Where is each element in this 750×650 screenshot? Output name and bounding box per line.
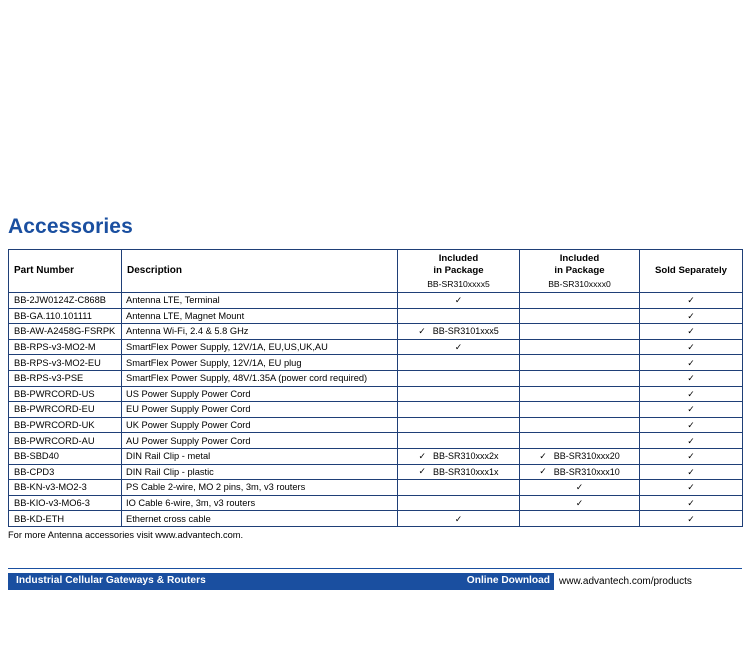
cell-included-package-0 xyxy=(520,464,640,480)
table-row xyxy=(9,355,743,371)
cell-included-package-0 xyxy=(520,308,640,324)
table-row xyxy=(9,495,743,511)
cell-included-package-5 xyxy=(398,448,520,464)
cell-description: SmartFlex Power Supply, 12V/1A, EU,US,UK,AU xyxy=(122,339,398,355)
cell-part-number: BB-KN-v3-MO2-3 xyxy=(9,480,122,496)
cell-part-number: BB-PWRCORD-EU xyxy=(9,402,122,418)
table-footnote: For more Antenna accessories visit www.advantech.com. xyxy=(8,529,244,540)
cell-part-number: BB-PWRCORD-UK xyxy=(9,417,122,433)
cell-included-package-5 xyxy=(398,339,520,355)
cell-part-number: BB-AW-A2458G-FSRPK xyxy=(9,324,122,340)
check-icon: ✓ xyxy=(687,451,695,462)
check-icon: ✓ xyxy=(454,342,463,353)
accessories-table xyxy=(8,249,743,527)
table-body xyxy=(9,293,743,527)
column-header-included-package-5 xyxy=(398,250,520,293)
table-row xyxy=(9,448,743,464)
table-row xyxy=(9,433,743,449)
check-icon: ✓ xyxy=(687,357,695,368)
cell-sold-separately xyxy=(640,402,743,418)
cell-included-package-0 xyxy=(520,355,640,371)
column-header-included-sku-5: BB-SR310xxxx5 xyxy=(427,278,490,289)
cell-part-number: BB-KIO-v3-MO6-3 xyxy=(9,495,122,511)
table-row xyxy=(9,370,743,386)
cell-part-number: BB-PWRCORD-AU xyxy=(9,433,122,449)
cell-part-number: BB-2JW0124Z-C868B xyxy=(9,293,122,309)
table-row xyxy=(9,464,743,480)
cell-description: Antenna Wi-Fi, 2.4 & 5.8 GHz xyxy=(122,324,398,340)
cell-included-package-5 xyxy=(398,417,520,433)
column-header-included-line2: in Package xyxy=(433,264,484,276)
cell-included-package-5 xyxy=(398,402,520,418)
cell-sold-separately xyxy=(640,308,743,324)
check-icon: ✓ xyxy=(687,342,695,353)
cell-included-package-0 xyxy=(520,339,640,355)
cell-included-package-0 xyxy=(520,386,640,402)
check-icon: ✓ xyxy=(687,310,695,321)
check-icon: ✓ xyxy=(687,420,695,431)
check-icon: ✓ xyxy=(687,295,695,306)
cell-description: EU Power Supply Power Cord xyxy=(122,402,398,418)
check-icon: ✓ xyxy=(687,482,695,493)
cell-included-package-5-group xyxy=(398,451,519,461)
table-row xyxy=(9,308,743,324)
table-row xyxy=(9,511,743,527)
cell-sold-separately xyxy=(640,324,743,340)
cell-included-package-5 xyxy=(398,480,520,496)
column-header-sold-separately: Sold Separately xyxy=(640,250,743,293)
cell-description: US Power Supply Power Cord xyxy=(122,386,398,402)
footer-download-label: Online Download xyxy=(466,575,550,586)
cell-part-number: BB-RPS-v3-PSE xyxy=(9,370,122,386)
check-icon: ✓ xyxy=(575,482,584,493)
check-icon: ✓ xyxy=(454,295,463,306)
column-header-included-sku-0: BB-SR310xxxx0 xyxy=(548,278,611,289)
table-row xyxy=(9,417,743,433)
cell-description: DIN Rail Clip - plastic xyxy=(122,464,398,480)
cell-sold-separately xyxy=(640,464,743,480)
cell-description: PS Cable 2-wire, MO 2 pins, 3m, v3 routers xyxy=(122,480,398,496)
column-header-included-line1: Included xyxy=(438,252,479,264)
cell-part-number: BB-GA.110.101111 xyxy=(9,308,122,324)
cell-description: IO Cable 6-wire, 3m, v3 routers xyxy=(122,495,398,511)
accessories-section xyxy=(8,215,742,540)
cell-included-package-0 xyxy=(520,402,640,418)
column-header-part-number: Part Number xyxy=(9,250,122,293)
cell-included-package-0-group xyxy=(520,467,639,477)
footer-url[interactable]: www.advantech.com/products xyxy=(554,573,742,590)
cell-description: SmartFlex Power Supply, 48V/1.35A (power cord required) xyxy=(122,370,398,386)
cell-included-package-5 xyxy=(398,386,520,402)
footer-bar xyxy=(8,573,742,590)
cell-included-package-0-group xyxy=(520,451,639,461)
column-header-included0-line2: in Package xyxy=(554,264,605,276)
cell-part-number: BB-PWRCORD-US xyxy=(9,386,122,402)
cell-sold-separately xyxy=(640,355,743,371)
cell-included-package-0 xyxy=(520,370,640,386)
table-row xyxy=(9,324,743,340)
cell-included-package-0 xyxy=(520,417,640,433)
check-icon: ✓ xyxy=(418,450,426,461)
cell-sold-separately xyxy=(640,448,743,464)
cell-part-number: BB-SBD40 xyxy=(9,448,122,464)
check-icon: ✓ xyxy=(687,513,695,524)
check-icon: ✓ xyxy=(687,326,695,337)
cell-sold-separately xyxy=(640,495,743,511)
cell-included-package-5 xyxy=(398,433,520,449)
check-icon: ✓ xyxy=(575,498,584,509)
check-icon: ✓ xyxy=(687,404,695,415)
cell-sold-separately xyxy=(640,293,743,309)
cell-included-package-5 xyxy=(398,370,520,386)
cell-included-package-5 xyxy=(398,355,520,371)
cell-sold-separately xyxy=(640,480,743,496)
check-icon: ✓ xyxy=(687,373,695,384)
table-header-row xyxy=(9,250,743,293)
cell-description: UK Power Supply Power Cord xyxy=(122,417,398,433)
cell-sold-separately xyxy=(640,433,743,449)
footer-product-line: Industrial Cellular Gateways & Routers xyxy=(16,575,206,586)
cell-included-package-5 xyxy=(398,308,520,324)
cell-sold-separately xyxy=(640,417,743,433)
cell-sold-separately xyxy=(640,339,743,355)
cell-included-package-0 xyxy=(520,324,640,340)
column-header-description: Description xyxy=(122,250,398,293)
table-row xyxy=(9,293,743,309)
cell-included-package-5-group xyxy=(398,326,519,336)
cell-included-package-5 xyxy=(398,511,520,527)
cell-included-package-0-note: BB-SR310xxx20 xyxy=(553,451,620,462)
cell-included-package-5 xyxy=(398,324,520,340)
check-icon: ✓ xyxy=(454,513,463,524)
check-icon: ✓ xyxy=(687,388,695,399)
cell-description: AU Power Supply Power Cord xyxy=(122,433,398,449)
check-icon: ✓ xyxy=(418,325,426,336)
cell-part-number: BB-RPS-v3-MO2-M xyxy=(9,339,122,355)
check-icon: ✓ xyxy=(687,498,695,509)
cell-included-package-0 xyxy=(520,495,640,511)
cell-sold-separately xyxy=(640,386,743,402)
cell-description: Antenna LTE, Magnet Mount xyxy=(122,308,398,324)
cell-included-package-0 xyxy=(520,293,640,309)
table-row xyxy=(9,402,743,418)
cell-description: DIN Rail Clip - metal xyxy=(122,448,398,464)
cell-included-package-5 xyxy=(398,495,520,511)
cell-description: SmartFlex Power Supply, 12V/1A, EU plug xyxy=(122,355,398,371)
cell-part-number: BB-RPS-v3-MO2-EU xyxy=(9,355,122,371)
cell-included-package-5-note: BB-SR310xxx2x xyxy=(433,451,499,462)
table-row xyxy=(9,339,743,355)
cell-included-package-0 xyxy=(520,433,640,449)
column-header-included-package-0 xyxy=(520,250,640,293)
cell-included-package-5 xyxy=(398,293,520,309)
column-header-included0-line1: Included xyxy=(559,252,600,264)
cell-description: Ethernet cross cable xyxy=(122,511,398,527)
cell-included-package-5-group xyxy=(398,467,519,477)
cell-description: Antenna LTE, Terminal xyxy=(122,293,398,309)
cell-sold-separately xyxy=(640,370,743,386)
check-icon: ✓ xyxy=(687,466,695,477)
table-row xyxy=(9,386,743,402)
check-icon: ✓ xyxy=(418,466,426,477)
cell-included-package-0 xyxy=(520,511,640,527)
cell-included-package-5-note: BB-SR3101xxx5 xyxy=(432,326,499,337)
check-icon: ✓ xyxy=(539,466,547,477)
table-row xyxy=(9,480,743,496)
cell-included-package-0-note: BB-SR310xxx10 xyxy=(553,466,620,477)
cell-included-package-0 xyxy=(520,480,640,496)
footer-divider xyxy=(8,568,742,569)
check-icon: ✓ xyxy=(539,450,547,461)
cell-sold-separately xyxy=(640,511,743,527)
cell-part-number: BB-CPD3 xyxy=(9,464,122,480)
check-icon: ✓ xyxy=(687,435,695,446)
cell-part-number: BB-KD-ETH xyxy=(9,511,122,527)
cell-included-package-0 xyxy=(520,448,640,464)
table-header xyxy=(9,250,743,293)
cell-included-package-5-note: BB-SR310xxx1x xyxy=(433,466,499,477)
cell-included-package-5 xyxy=(398,464,520,480)
page-title: Accessories xyxy=(8,215,133,238)
